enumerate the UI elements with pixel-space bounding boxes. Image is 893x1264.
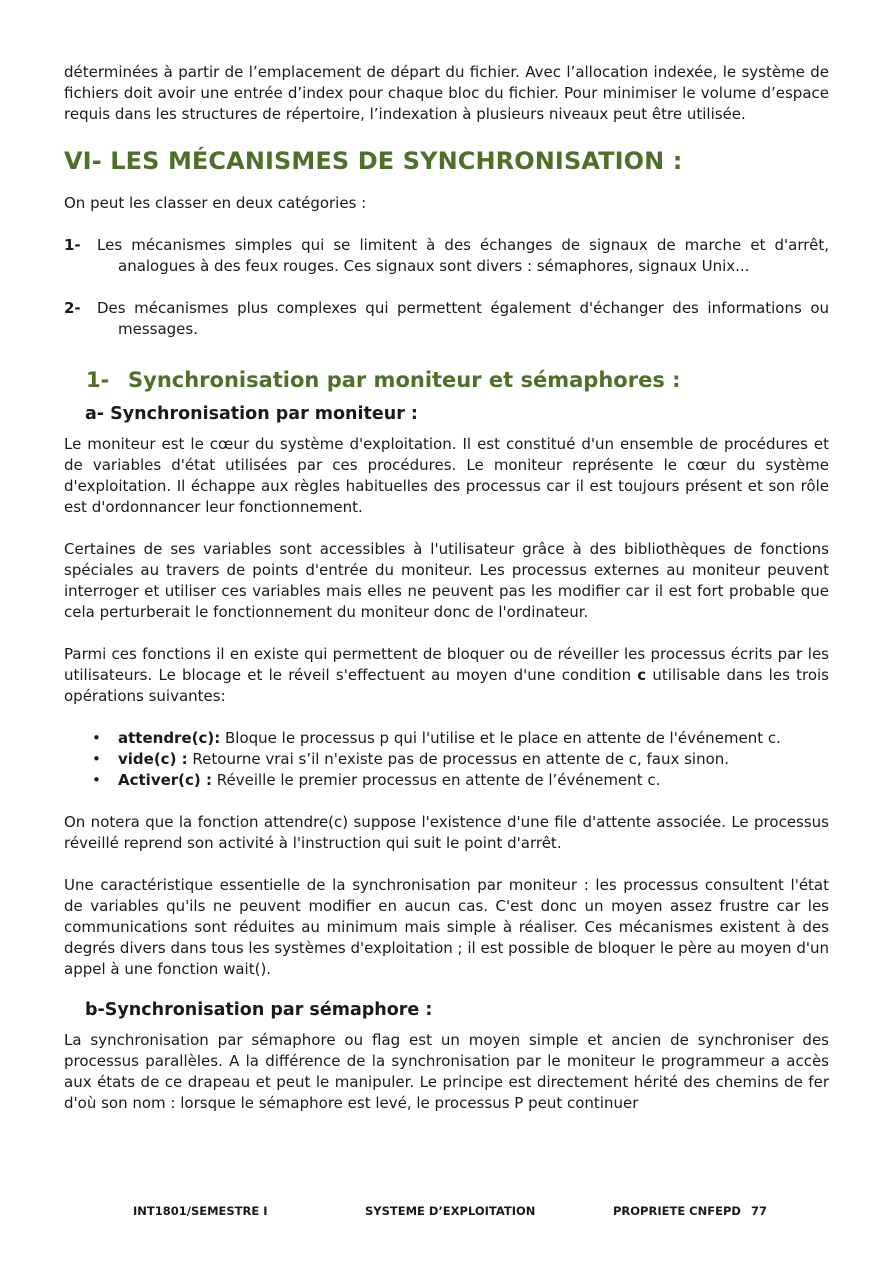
moniteur-paragraph-3-start: Parmi ces fonctions il en existe qui permettent de bloquer ou de réveiller les processus écrits par les utilisateurs. Le blocage et le réveil s'effectuent au moyen d'une condition: [64, 645, 829, 684]
semaphore-paragraph-1: La synchronisation par sémaphore ou flag est un moyen simple et ancien de synchroniser des processus parallèles. A la différence de la synchronisation par le moniteur le programmeur a accès aux états de ce drapeau et peut le manipuler. Le principe est directement hérité des chemins de fer d'où son nom : lorsque le sémaphore est levé, le processus P peut continuer: [64, 1031, 829, 1112]
footer-page-number: 77: [751, 1204, 768, 1218]
category-item: [64, 235, 829, 277]
category-text: Les mécanismes simples qui se limitent à des échanges de signaux de marche et d'arrêt, analogues à des feux rouges. Ces signaux sont divers : sémaphores, signaux Unix...: [97, 236, 829, 275]
category-text: Des mécanismes plus complexes qui permettent également d'échanger des informations ou messages.: [97, 299, 829, 338]
footer-owner: PROPRIETE CNFEPD: [613, 1204, 741, 1218]
category-item: [64, 298, 829, 340]
moniteur-paragraph-5: Une caractéristique essentielle de la synchronisation par moniteur : les processus consultent l'état de variables qu'ils ne peuvent modifier en aucun cas. C'est donc un moyen assez frustre car les communications sont réduites au minimum mais simple à réaliser. Ces mécanismes existent à des degrés divers dans tous les systèmes d'exploitation ; il est possible de bloquer le père au moyen d'un appel à une fonction wait().: [64, 876, 829, 978]
operation-desc: Réveille le premier processus en attente de l’événement c.: [211, 771, 661, 789]
categories-list: [64, 235, 829, 277]
operation-item: [118, 728, 829, 749]
moniteur-paragraph-1: Le moniteur est le cœur du système d'exploitation. Il est constitué d'un ensemble de procédures et de variables d'état utilisées par ces procédures. Le moniteur représente le cœur du système d'exploitation. Il échappe aux règles habituelles des processus car il est toujours présent et son rôle est d'ordonnancer leur fonctionnement.: [64, 435, 829, 516]
moniteur-paragraph-4: On notera que la fonction attendre(c) suppose l'existence d'une file d'attente associée. Le processus réveillé reprend son activité à l'instruction qui suit le point d'arrêt.: [64, 813, 829, 852]
category-number: 1-: [64, 236, 81, 254]
subsection-title: [86, 368, 829, 392]
moniteur-title: a- Synchronisation par moniteur :: [85, 404, 418, 424]
subsection-label: Synchronisation par moniteur et sémaphores :: [128, 368, 681, 392]
condition-c: c: [637, 666, 647, 684]
operation-desc: Bloque le processus p qui l'utilise et le place en attente de l'événement c.: [220, 729, 781, 747]
operations-list: [64, 728, 829, 791]
footer-subject: SYSTEME D’EXPLOITATION: [365, 1204, 536, 1218]
operation-item: [118, 749, 829, 770]
semaphore-title: b-Synchronisation par sémaphore :: [85, 1000, 433, 1020]
section-title: VI- LES MÉCANISMES DE SYNCHRONISATION :: [64, 147, 683, 175]
subsection-number: 1-: [86, 368, 110, 392]
footer-course: INT1801/SEMESTRE I: [133, 1204, 268, 1218]
moniteur-paragraph-3: [64, 644, 829, 707]
classify-paragraph: On peut les classer en deux catégories :: [64, 194, 367, 212]
category-number: 2-: [64, 299, 81, 317]
intro-paragraph: déterminées à partir de l’emplacement de départ du fichier. Avec l’allocation indexée, le système de fichiers doit avoir une entrée d’index pour chaque bloc du fichier. Pour minimiser le volume d’espace requis dans les structures de répertoire, l’indexation à plusieurs niveaux peut être utilisée.: [64, 63, 829, 123]
operation-name: attendre(c):: [118, 729, 221, 747]
moniteur-paragraph-3-end: utilisable dans les trois opérations suivantes:: [64, 666, 829, 705]
categories-list-2: [64, 298, 829, 340]
moniteur-paragraph-2: Certaines de ses variables sont accessibles à l'utilisateur grâce à des bibliothèques de fonctions spéciales au travers de points d'entrée du moniteur. Les processus externes au moniteur peuvent interroger et utiliser ces variables mais elles ne peuvent pas les modifier car il est fort probable que cela perturberait le fonctionnement du moniteur donc de l'ordinateur.: [64, 540, 829, 621]
operation-name: Activer(c) :: [118, 771, 212, 789]
operation-desc: Retourne vrai s’il n'existe pas de processus en attente de c, faux sinon.: [187, 750, 730, 768]
operation-item: [118, 770, 829, 791]
operation-name: vide(c) :: [118, 750, 188, 768]
page-footer: [0, 1204, 893, 1222]
